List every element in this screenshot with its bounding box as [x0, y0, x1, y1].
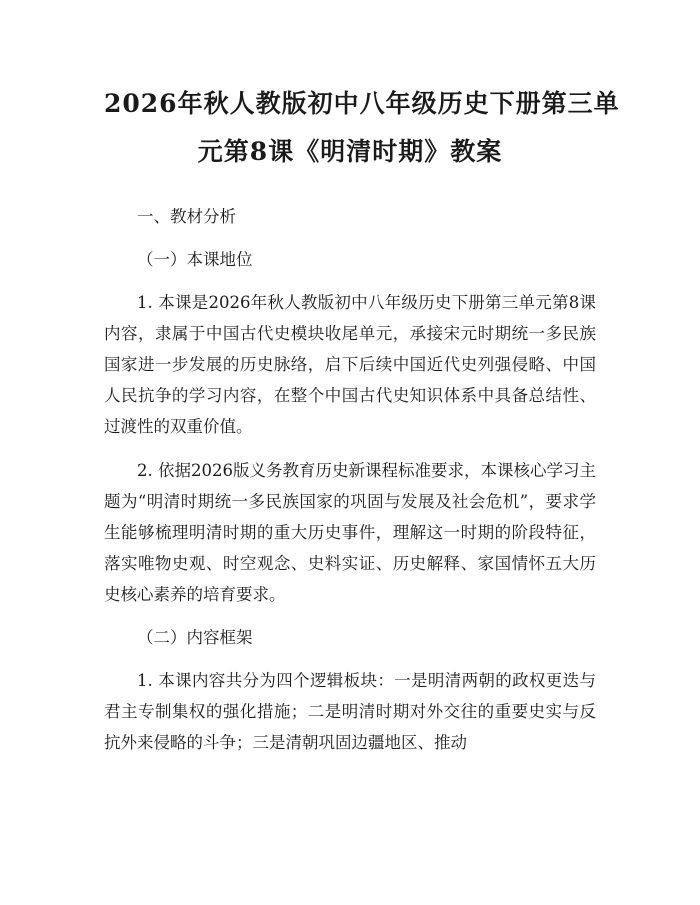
- paragraph-content-framework-1: 1. 本课内容共分为四个逻辑板块：一是明清两朝的政权更迭与君主专制集权的强化措施；二是明清时期对外交往的重要史实与反抗外来侵略的斗争；三是清朝巩固边疆地区、推动: [104, 671, 596, 752]
- subsection-heading-lesson-position: （一）本课地位: [137, 250, 253, 269]
- paragraph-lesson-position-2: 2. 依据2026版义务教育历史新课程标准要求，本课核心学习主题为“明清时期统一多民族国家的巩固与发展及社会危机”，要求学生能够梳理明清时期的重大历史事件，理解这一时期的阶段特征，落实唯物史观、时空观念、史料实证、历史解释、家国情怀五大历史核心素养的培育要求。: [104, 461, 596, 604]
- title-line-1: 2026年秋人教版初中八年级历史下册第三单: [104, 89, 620, 118]
- section-heading-textbook-analysis: 一、教材分析: [137, 207, 236, 226]
- document-title: [104, 80, 620, 176]
- subsection-heading-content-framework: （二）内容框架: [137, 628, 253, 647]
- paragraph-lesson-position-1: 1. 本课是2026年秋人教版初中八年级历史下册第三单元第8课内容，隶属于中国古代史模块收尾单元，承接宋元时期统一多民族国家进一步发展的历史脉络，启下后续中国近代史列强侵略、中国人民抗争的学习内容，在整个中国古代史知识体系中具备总结性、过渡性的双重价值。: [104, 293, 596, 436]
- title-line-2: 元第8课《明清时期》教案: [197, 137, 503, 166]
